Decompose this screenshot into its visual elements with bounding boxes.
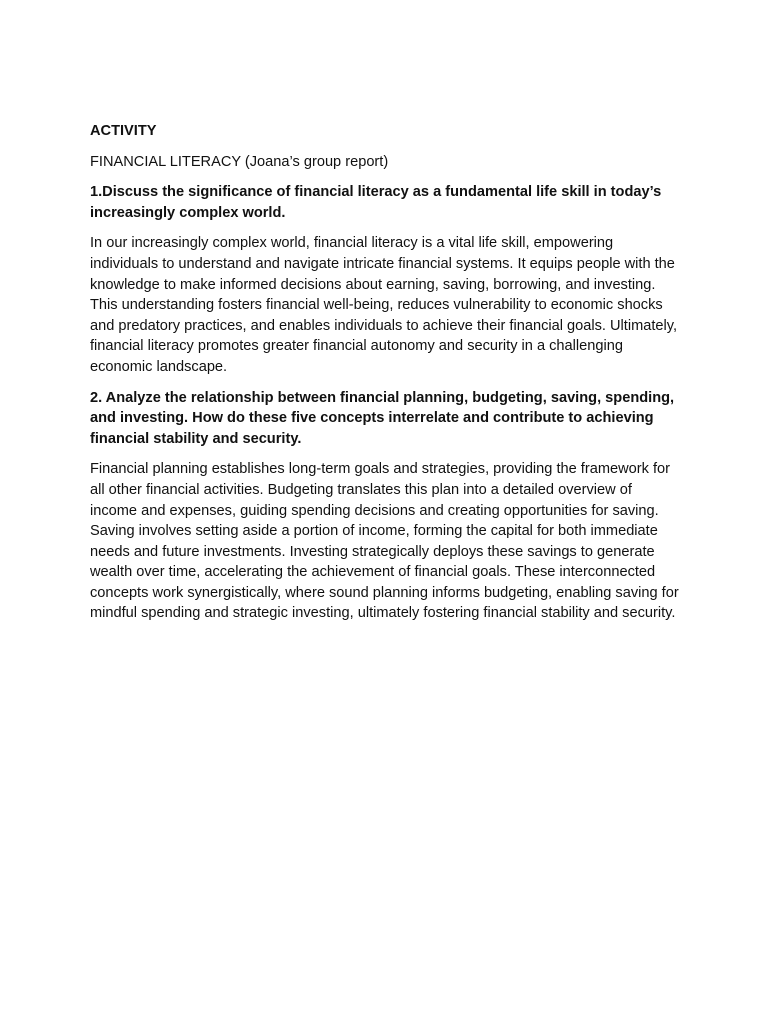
question-1: 1.Discuss the significance of financial literacy as a fundamental life skill in today’s increasingly complex world. bbox=[90, 184, 662, 221]
question-2: 2. Analyze the relationship between financial planning, budgeting, saving, spending, and investing. How do these five concepts interrelate and contribute to achieving financial stability and security. bbox=[90, 389, 675, 447]
answer-2: Financial planning establishes long-term goals and strategies, providing the framework for all other financial activities. Budgeting translates this plan into a detailed overview of income and expenses, guiding spending decisions and creating opportunities for saving. Saving involves setting aside a portion of income, forming the capital for both immediate needs and future investments. Investing strategically deploys these savings to generate wealth over time, accelerating the achievement of financial goals. These interconnected concepts work synergistically, where sound planning informs budgeting, enabling saving for mindful spending and strategic investing, ultimately fostering financial stability and security. bbox=[90, 461, 679, 622]
report-title: FINANCIAL LITERACY (Joana’s group report) bbox=[90, 153, 389, 170]
section-2 bbox=[90, 388, 682, 625]
section-1 bbox=[90, 182, 682, 377]
answer-1: In our increasingly complex world, financial literacy is a vital life skill, empowering individuals to understand and navigate intricate financial systems. It equips people with the knowledge to make informed decisions about earning, saving, borrowing, and investing. This understanding fosters financial well-being, reduces vulnerability to economic shocks and predatory practices, and enables individuals to achieve their financial goals. Ultimately, financial literacy promotes greater financial autonomy and security in a challenging economic landscape. bbox=[90, 235, 678, 375]
document-body bbox=[90, 121, 682, 634]
activity-heading: ACTIVITY bbox=[90, 123, 157, 139]
